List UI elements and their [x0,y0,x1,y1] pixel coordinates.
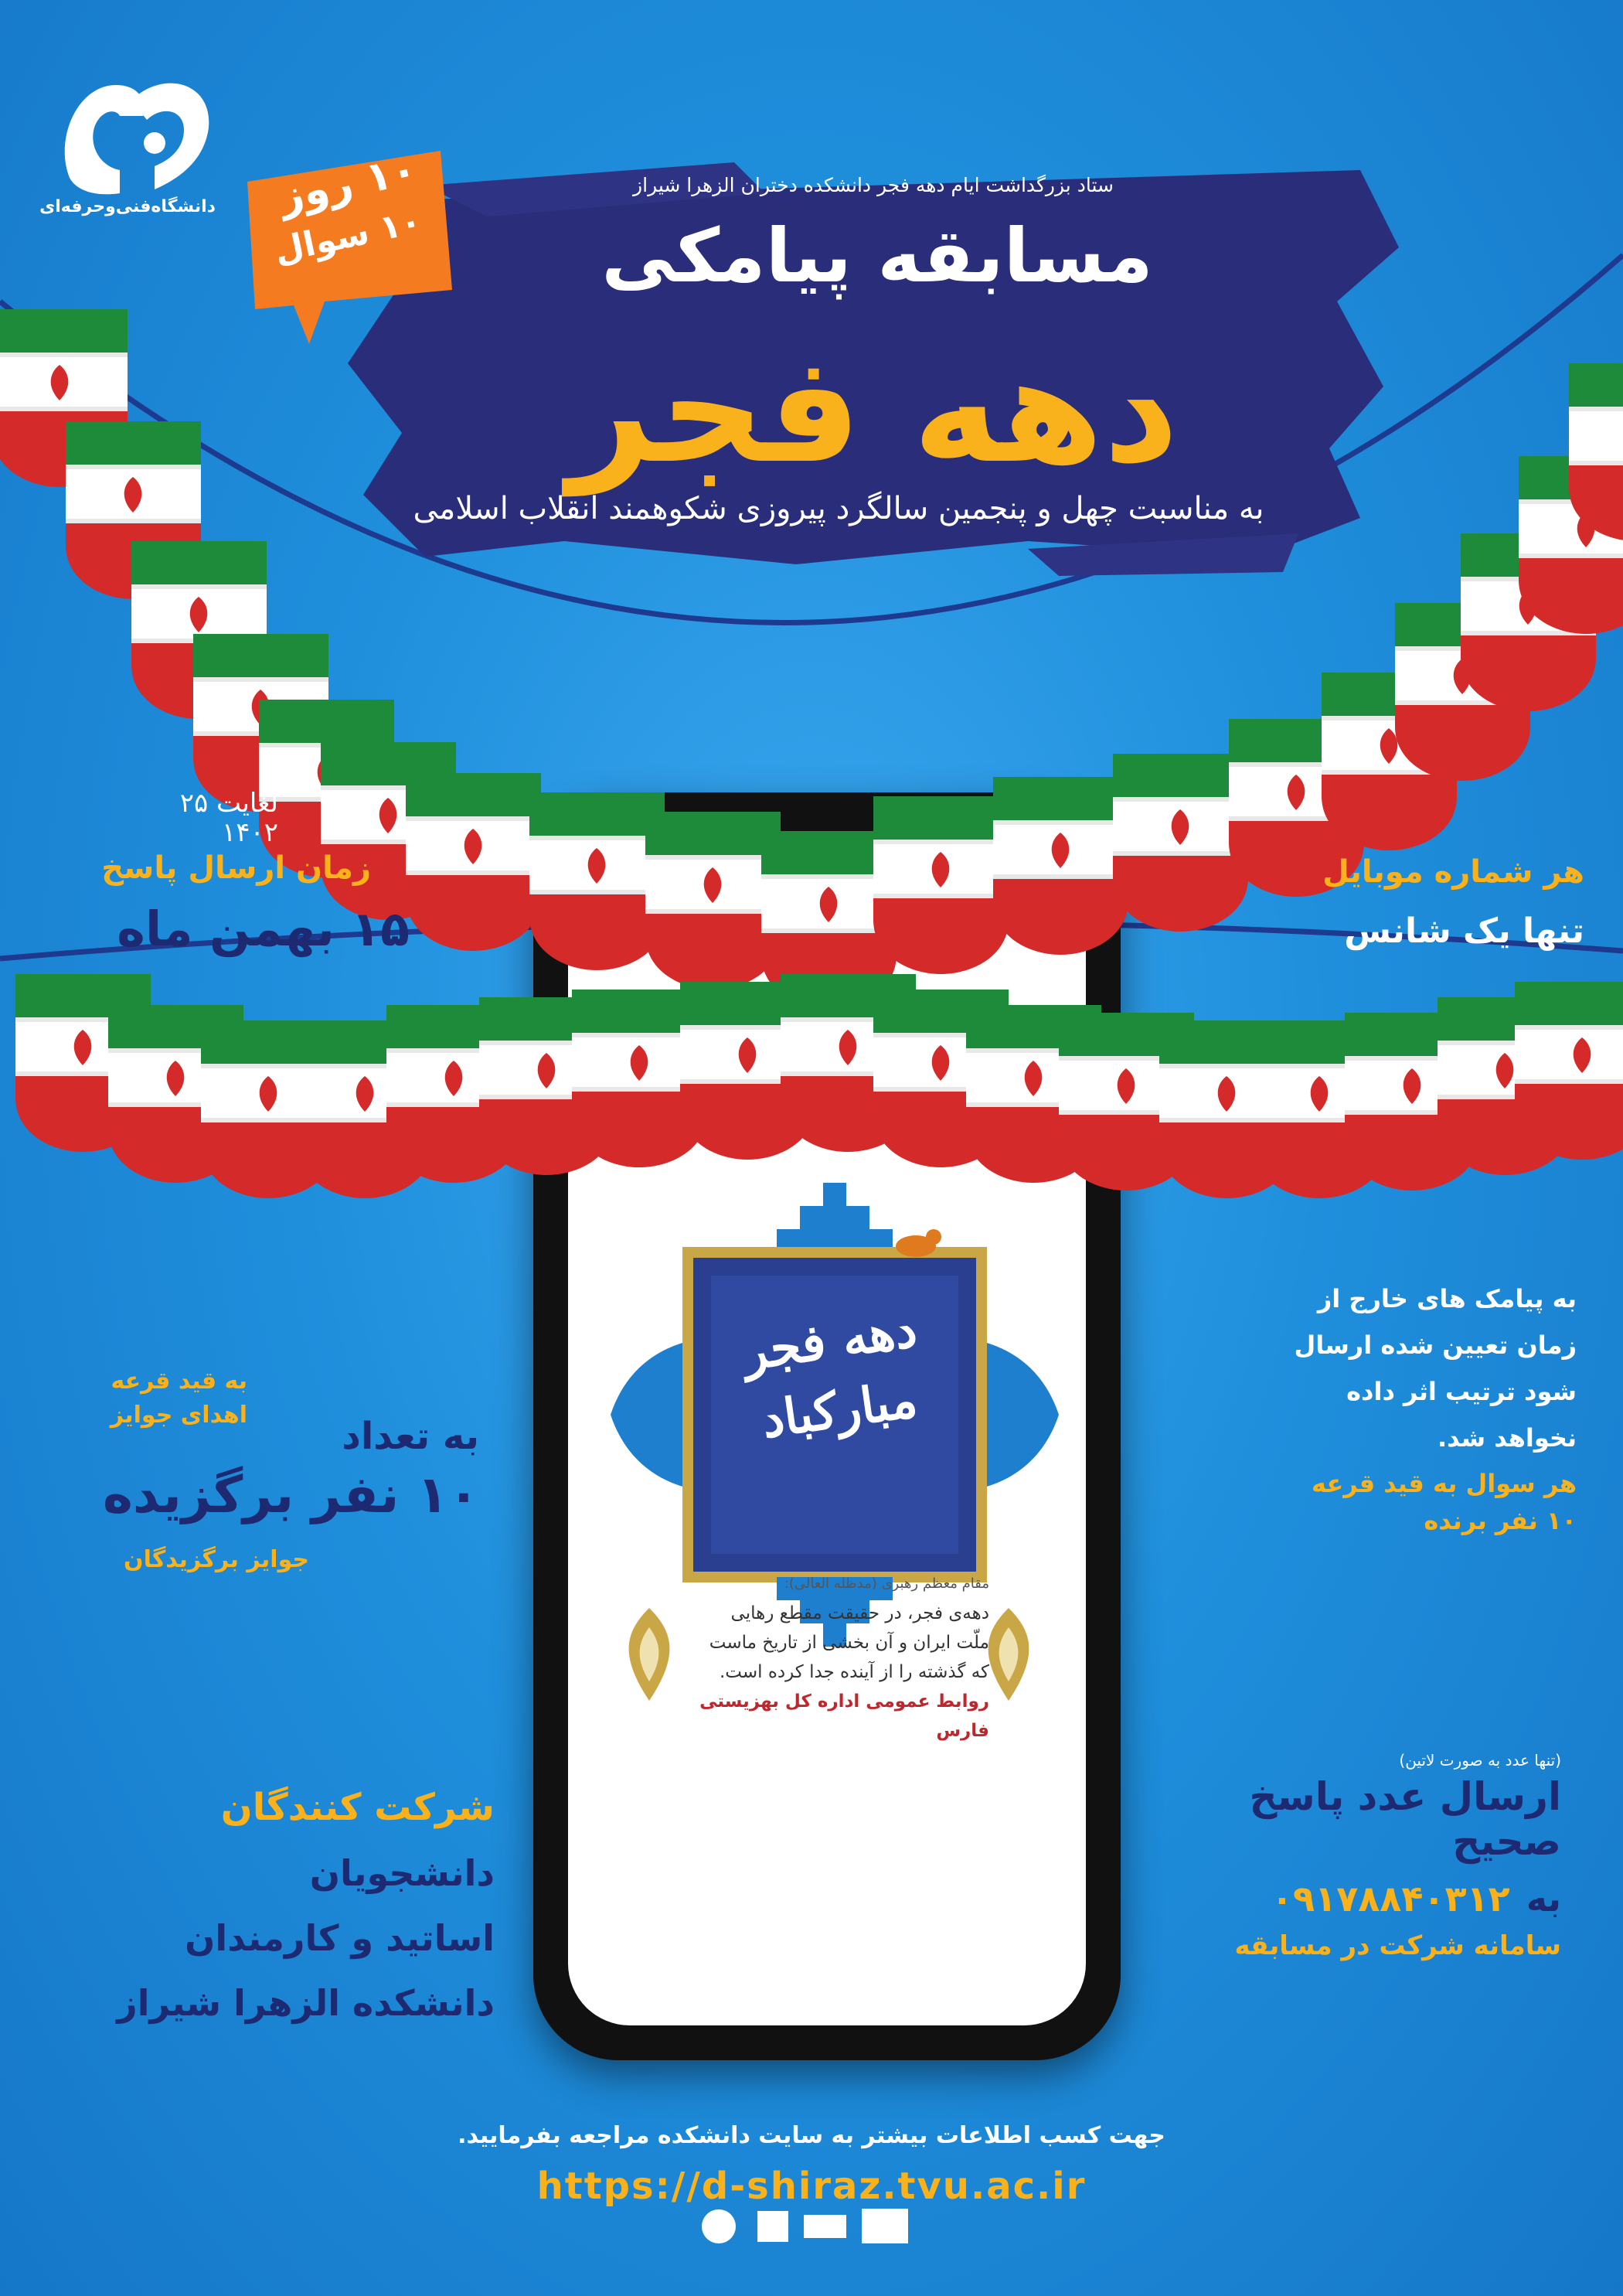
partner-logos [696,2199,927,2253]
winners-line: ۱۰ نفر برنده [1424,1506,1577,1535]
leader-quote [665,1569,989,1746]
iran-flag [645,812,781,990]
deadline-note-line: لغایت ۲۵ [179,788,278,819]
sms-number: ۰۹۱۷۸۸۴۰۳۱۲ [1271,1878,1510,1920]
participants-line: اساتید و کارمندان [185,1917,495,1959]
chance-line2: تنها یک شانس [1344,911,1584,951]
deadline-note-line: ۱۴۰۲ [221,817,278,848]
iran-flag [1569,363,1623,541]
participants-heading: شرکت کنندگان [220,1786,495,1829]
quote-line: که گذشته را از آینده جدا کرده است. [719,1662,989,1682]
answer-note: (تنها عدد به صورت لاتین) [1399,1751,1561,1770]
prize-lottery-line: به قید قرعه [111,1368,247,1395]
rules-line: زمان تعیین شده ارسال [1294,1330,1577,1360]
answer-heading: ارسال عدد پاسخ صحیح [1249,1774,1561,1864]
rules-line: شود ترتیب اثر داده [1346,1377,1577,1406]
prize-lottery-line: اهدای جوایز [110,1402,247,1429]
title-sms-contest: مسابقه پیامکی [601,213,1153,299]
tile-calligraphy: دهه فجر مبارکباد [739,1300,921,1450]
iran-flag [529,792,665,970]
chance-line1: هر شماره موبایل [1322,854,1584,890]
title-dahe-fajr: دهه فجر [567,325,1179,496]
answer-to: به [1526,1878,1561,1920]
quote-line: دهه‌ی فجر، در حقیقت مقطع رهایی [730,1603,989,1623]
iran-flag [1113,754,1248,932]
chance-block [1252,854,1584,951]
iran-flag [873,796,1009,974]
winners-line: هر سوال به قید قرعه [1312,1469,1577,1498]
badge-ten-days: ۱۰ روز [274,144,421,222]
rules-line: به پیامک های خارج از [1317,1284,1577,1313]
rules-line: نخواهد شد. [1437,1423,1577,1453]
footer-url[interactable]: https://d-shiraz.tvu.ac.ir [536,2165,1087,2208]
quote-heading: مقام معظم رهبری (مدظله العالی): [784,1576,989,1592]
iran-flag [993,777,1128,955]
quote-organization: روابط عمومی اداره کل بهزیستی فارس [699,1691,989,1741]
answer-block [1159,1751,1561,1961]
participants-line: دانشجویان [309,1852,495,1894]
winners-block [1252,1465,1577,1539]
badge-ten-questions: ۱۰ سوال [270,201,425,271]
prize-count: ۱۰ نفر برگزیده [102,1465,479,1524]
logo-caption: دانشگاه‌فنی‌وحرفه‌ای [39,197,216,216]
deadline-date: ۱۵ بهمن ماه [117,901,410,957]
answer-number-row [1159,1878,1561,1920]
participants-line: دانشکده الزهرا شیراز [117,1982,495,2024]
organizer-text: ستاد بزرگداشت ایام دهه فجر دانشکده دختران الزهرا شیراز [633,174,1114,196]
deadline-note [93,789,278,847]
prize-count-label: به تعداد [342,1415,479,1458]
subtitle-anniversary: به مناسبت چهل و پنجمین سالگرد پیروزی شکوهمند انقلاب اسلامی [413,491,1264,526]
rules-block [1252,1276,1577,1461]
prize-footer: جوایز برگزیدگان [123,1546,309,1573]
footer-info: جهت کسب اطلاعات بیشتر به سایت دانشکده مراجعه بفرمایید. [458,2122,1165,2149]
answer-system: سامانه شرکت در مسابقه [1234,1930,1561,1961]
iran-flag [1515,982,1623,1160]
deadline-label: زمان ارسال پاسخ [101,850,371,886]
quote-line: ملّت ایران و آن بخشی از تاریخ ماست [709,1633,989,1653]
participants-block [77,1786,495,2024]
iran-flag [406,773,541,951]
